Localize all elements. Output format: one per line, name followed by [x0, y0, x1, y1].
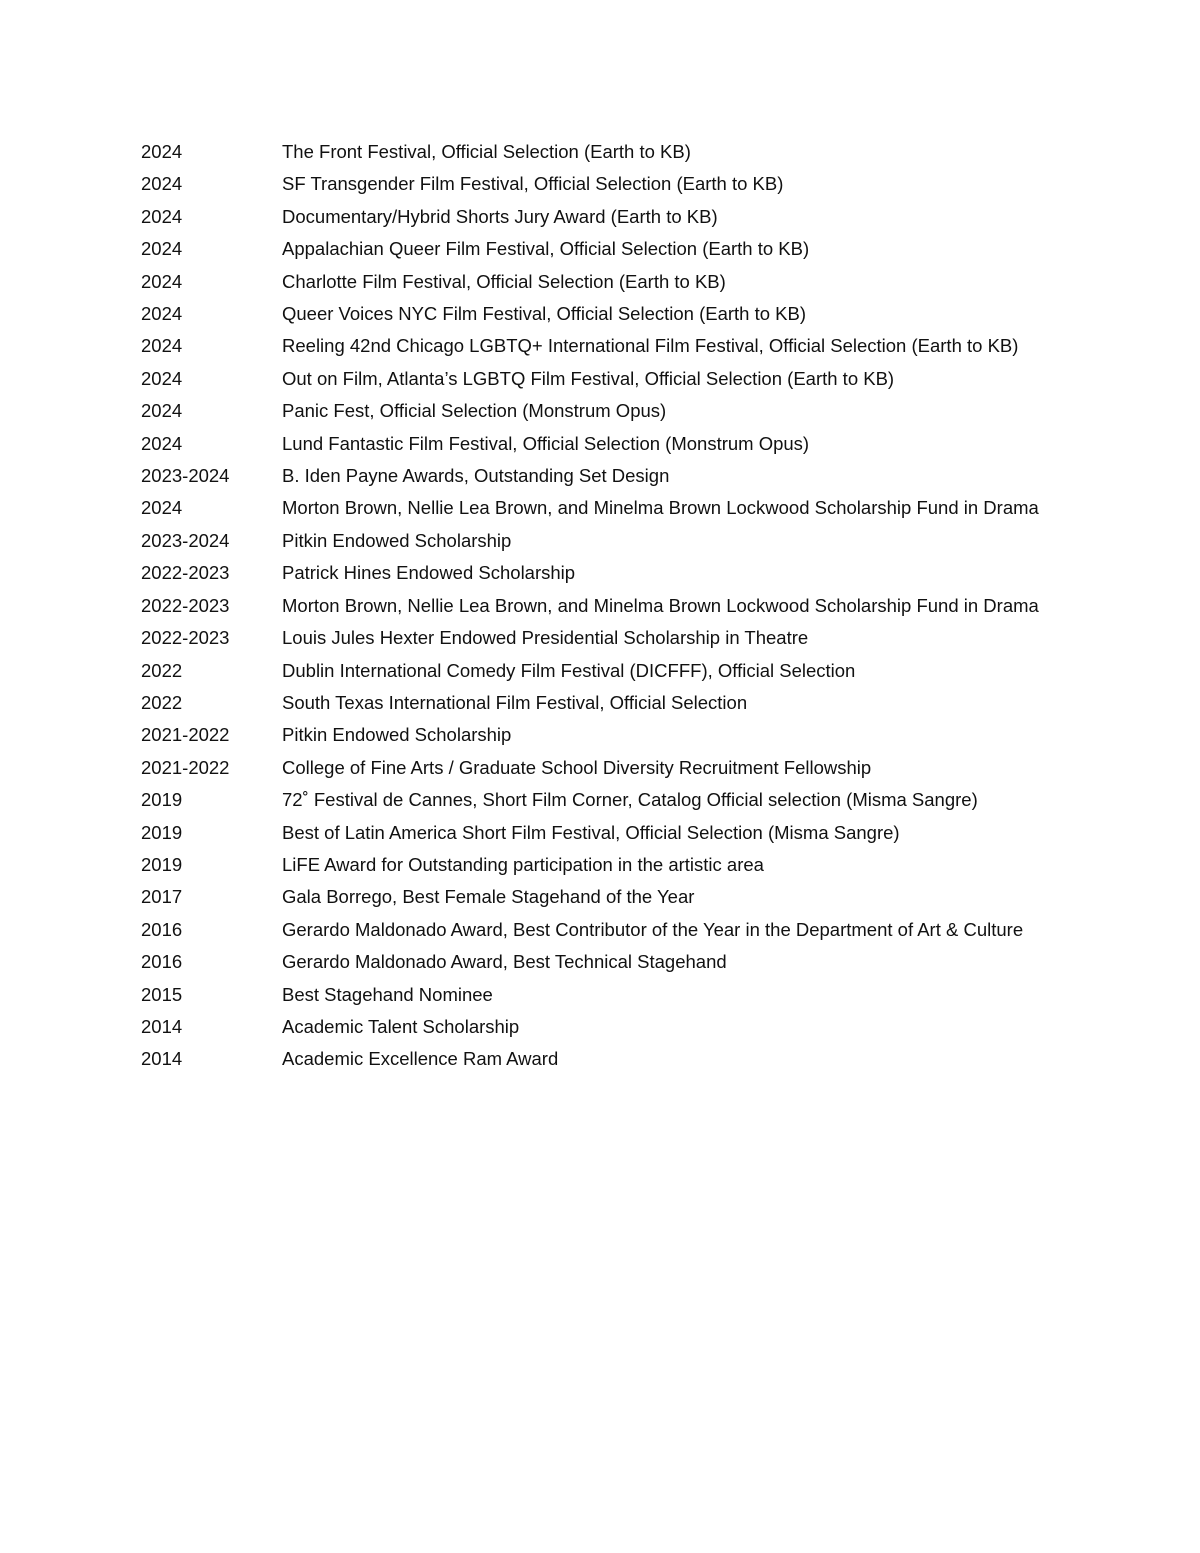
award-year: 2024	[141, 432, 183, 454]
award-year: 2024	[141, 400, 183, 422]
award-title: Louis Jules Hexter Endowed Presidential Scholarship in Theatre	[282, 627, 809, 649]
award-title: LiFE Award for Outstanding participation in the artistic area	[282, 853, 764, 875]
award-year: 2024	[141, 141, 183, 162]
award-title: Appalachian Queer Film Festival, Official Selection (Earth to KB)	[282, 238, 810, 260]
award-year: 2019	[141, 821, 183, 843]
award-row	[141, 881, 1041, 913]
award-row	[141, 914, 1041, 946]
award-year: 2016	[141, 918, 183, 940]
award-title: Morton Brown, Nellie Lea Brown, and Minelma Brown Lockwood Scholarship Fund in Drama	[282, 594, 1039, 616]
award-title: 72˚ Festival de Cannes, Short Film Corner, Catalog Official selection (Misma Sangre)	[282, 789, 978, 811]
award-year: 2015	[141, 983, 183, 1005]
award-year: 2024	[141, 335, 183, 357]
award-year: 2022	[141, 691, 183, 713]
award-row	[141, 979, 1041, 1011]
awards-list	[141, 136, 1041, 1076]
award-year: 2023-2024	[141, 529, 230, 551]
award-row	[141, 655, 1041, 687]
award-row	[141, 849, 1041, 881]
award-title: SF Transgender Film Festival, Official Selection (Earth to KB)	[282, 173, 784, 195]
award-row	[141, 330, 1041, 362]
award-year: 2024	[141, 270, 183, 292]
award-year: 2019	[141, 853, 183, 875]
award-year: 2023-2024	[141, 465, 230, 487]
award-title: Best of Latin America Short Film Festival, Official Selection (Misma Sangre)	[282, 821, 900, 843]
award-year: 2021-2022	[141, 724, 230, 746]
award-row	[141, 590, 1041, 622]
award-year: 2022-2023	[141, 562, 230, 584]
award-row	[141, 1043, 1041, 1075]
award-year: 2024	[141, 173, 183, 195]
award-year: 2016	[141, 951, 183, 973]
award-title: Gerardo Maldonado Award, Best Contributor of the Year in the Department of Art & Culture	[282, 918, 1024, 940]
award-title: South Texas International Film Festival, Official Selection	[282, 691, 748, 713]
award-row	[141, 784, 1041, 816]
award-row	[141, 1011, 1041, 1043]
award-title: Documentary/Hybrid Shorts Jury Award (Earth to KB)	[282, 205, 718, 227]
award-year: 2019	[141, 789, 183, 811]
award-title: Academic Talent Scholarship	[282, 1015, 520, 1037]
award-year: 2021-2022	[141, 756, 230, 778]
award-year: 2022-2023	[141, 627, 230, 649]
award-title: B. Iden Payne Awards, Outstanding Set Design	[282, 465, 670, 487]
award-title: Gala Borrego, Best Female Stagehand of the Year	[282, 886, 695, 908]
award-row	[141, 492, 1041, 524]
award-row	[141, 946, 1041, 978]
award-title: Reeling 42nd Chicago LGBTQ+ International Film Festival, Official Selection (Earth to KB)	[282, 335, 1019, 357]
award-row	[141, 817, 1041, 849]
award-title: Out on Film, Atlanta’s LGBTQ Film Festival, Official Selection (Earth to KB)	[282, 367, 895, 389]
award-title: Lund Fantastic Film Festival, Official Selection (Monstrum Opus)	[282, 432, 810, 454]
award-title: College of Fine Arts / Graduate School Diversity Recruitment Fellowship	[282, 756, 872, 778]
award-row	[141, 428, 1041, 460]
award-title: Pitkin Endowed Scholarship	[282, 529, 512, 551]
award-year: 2024	[141, 367, 183, 389]
award-row	[141, 363, 1041, 395]
award-title: Morton Brown, Nellie Lea Brown, and Minelma Brown Lockwood Scholarship Fund in Drama	[282, 497, 1039, 519]
award-title: Queer Voices NYC Film Festival, Official Selection (Earth to KB)	[282, 303, 807, 325]
award-title: Academic Excellence Ram Award	[282, 1048, 559, 1070]
award-row	[141, 298, 1041, 330]
award-row	[141, 136, 1041, 168]
award-title: Patrick Hines Endowed Scholarship	[282, 562, 576, 584]
award-year: 2024	[141, 205, 183, 227]
award-title: Charlotte Film Festival, Official Selection (Earth to KB)	[282, 270, 726, 292]
award-year: 2014	[141, 1048, 183, 1070]
award-row	[141, 395, 1041, 427]
award-row	[141, 557, 1041, 589]
award-row	[141, 460, 1041, 492]
award-row	[141, 719, 1041, 751]
award-row	[141, 687, 1041, 719]
award-year: 2024	[141, 238, 183, 260]
award-year: 2022	[141, 659, 183, 681]
award-row	[141, 266, 1041, 298]
award-row	[141, 201, 1041, 233]
award-year: 2014	[141, 1015, 183, 1037]
award-year: 2024	[141, 497, 183, 519]
award-title: Pitkin Endowed Scholarship	[282, 724, 512, 746]
award-title: Best Stagehand Nominee	[282, 983, 493, 1005]
award-row	[141, 233, 1041, 265]
award-title: Panic Fest, Official Selection (Monstrum Opus)	[282, 400, 667, 422]
award-title: Gerardo Maldonado Award, Best Technical Stagehand	[282, 951, 727, 973]
award-year: 2022-2023	[141, 594, 230, 616]
award-row	[141, 525, 1041, 557]
award-year: 2017	[141, 886, 183, 908]
award-row	[141, 168, 1041, 200]
award-title: Dublin International Comedy Film Festival (DICFFF), Official Selection	[282, 659, 856, 681]
award-year: 2024	[141, 303, 183, 325]
award-row	[141, 622, 1041, 654]
award-row	[141, 752, 1041, 784]
award-title: The Front Festival, Official Selection (Earth to KB)	[282, 141, 691, 162]
